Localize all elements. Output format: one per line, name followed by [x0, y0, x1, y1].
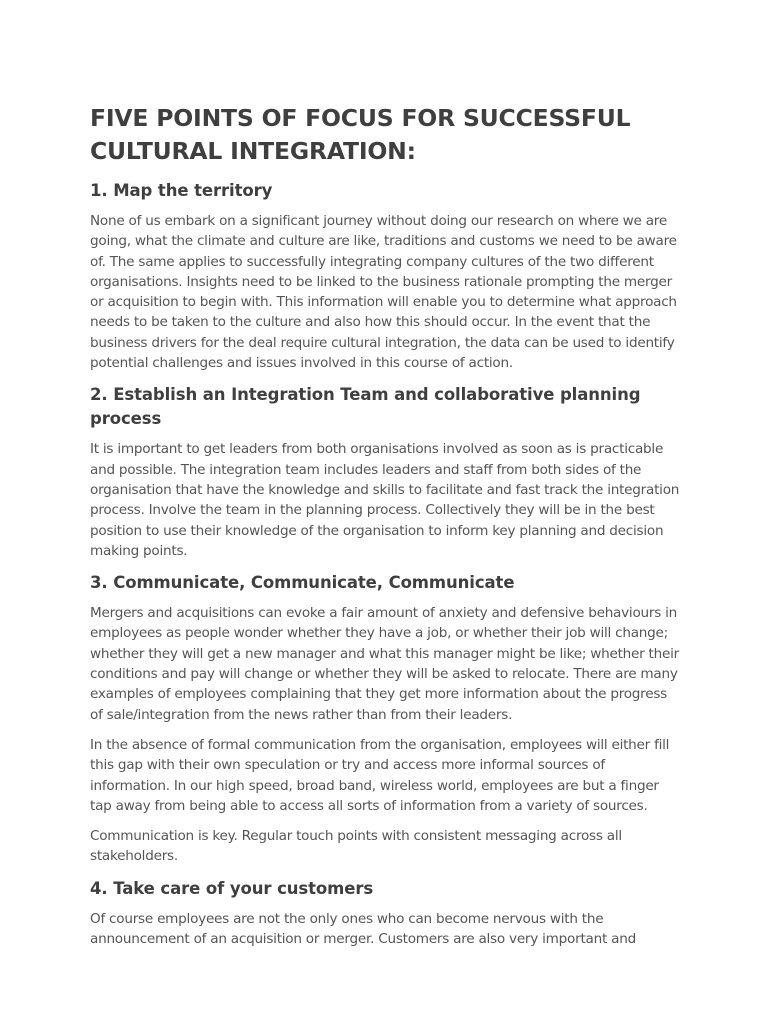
section-customers: [90, 877, 680, 950]
section-paragraph: Mergers and acquisitions can evoke a fair amount of anxiety and defensive behaviours in employees as people wonder whether they have a job, or whether their job will change; whether they will get a new manager and what this manager might be like; whether their conditions and pay will change or whether they will be asked to relocate. There are many examples of employees complaining that they get more information about the progress of sale/integration from the news rather than from their leaders.: [90, 605, 679, 723]
section-communicate: [90, 571, 680, 867]
section-heading: 3. Communicate, Communicate, Communicate: [90, 573, 515, 593]
section-heading: 2. Establish an Integration Team and collaborative planning process: [90, 385, 641, 429]
section-paragraph: In the absence of formal communication from the organisation, employees will either fill this gap with their own speculation or try and access more informal sources of information. In our high speed, broad band, wireless world, employees are but a finger tap away from being able to access all sorts of information from a variety of sources.: [90, 736, 670, 814]
section-paragraph: None of us embark on a significant journey without doing our research on where we are going, what the climate and culture are like, traditions and customs we need to be aware of. The same applies to successfully integrating company cultures of the two different organisations. Insights need to be linked to the business rationale prompting the merger or acquisition to begin with. This information will enable you to determine what approach needs to be taken to the culture and also how this should occur. In the event that the business drivers for the deal require cultural integration, the data can be used to identify potential challenges and issues involved in this course of action.: [90, 213, 677, 372]
section-map-territory: [90, 179, 680, 373]
section-paragraph: Communication is key. Regular touch points with consistent messaging across all stakeholders.: [90, 828, 622, 865]
section-heading: 4. Take care of your customers: [90, 878, 374, 898]
section-paragraph: Of course employees are not the only ones who can become nervous with the announcement of an acquisition or merger. Customers are also very important and: [90, 910, 636, 948]
section-integration-team: [90, 383, 680, 561]
section-heading: 1. Map the territory: [90, 181, 273, 200]
document-title: FIVE POINTS OF FOCUS FOR SUCCESSFUL CULTURAL INTEGRATION:: [90, 104, 631, 165]
section-paragraph: It is important to get leaders from both organisations involved as soon as is practicable and possible. The integration team includes leaders and staff from both sides of the organisation that have the knowledge and skills to facilitate and fast track the integration process. Involve the team in the planning process. Collectively they will be in the best position to use their knowledge of the organisation to inform key planning and decision making points.: [90, 441, 680, 559]
document-page: [90, 102, 680, 959]
